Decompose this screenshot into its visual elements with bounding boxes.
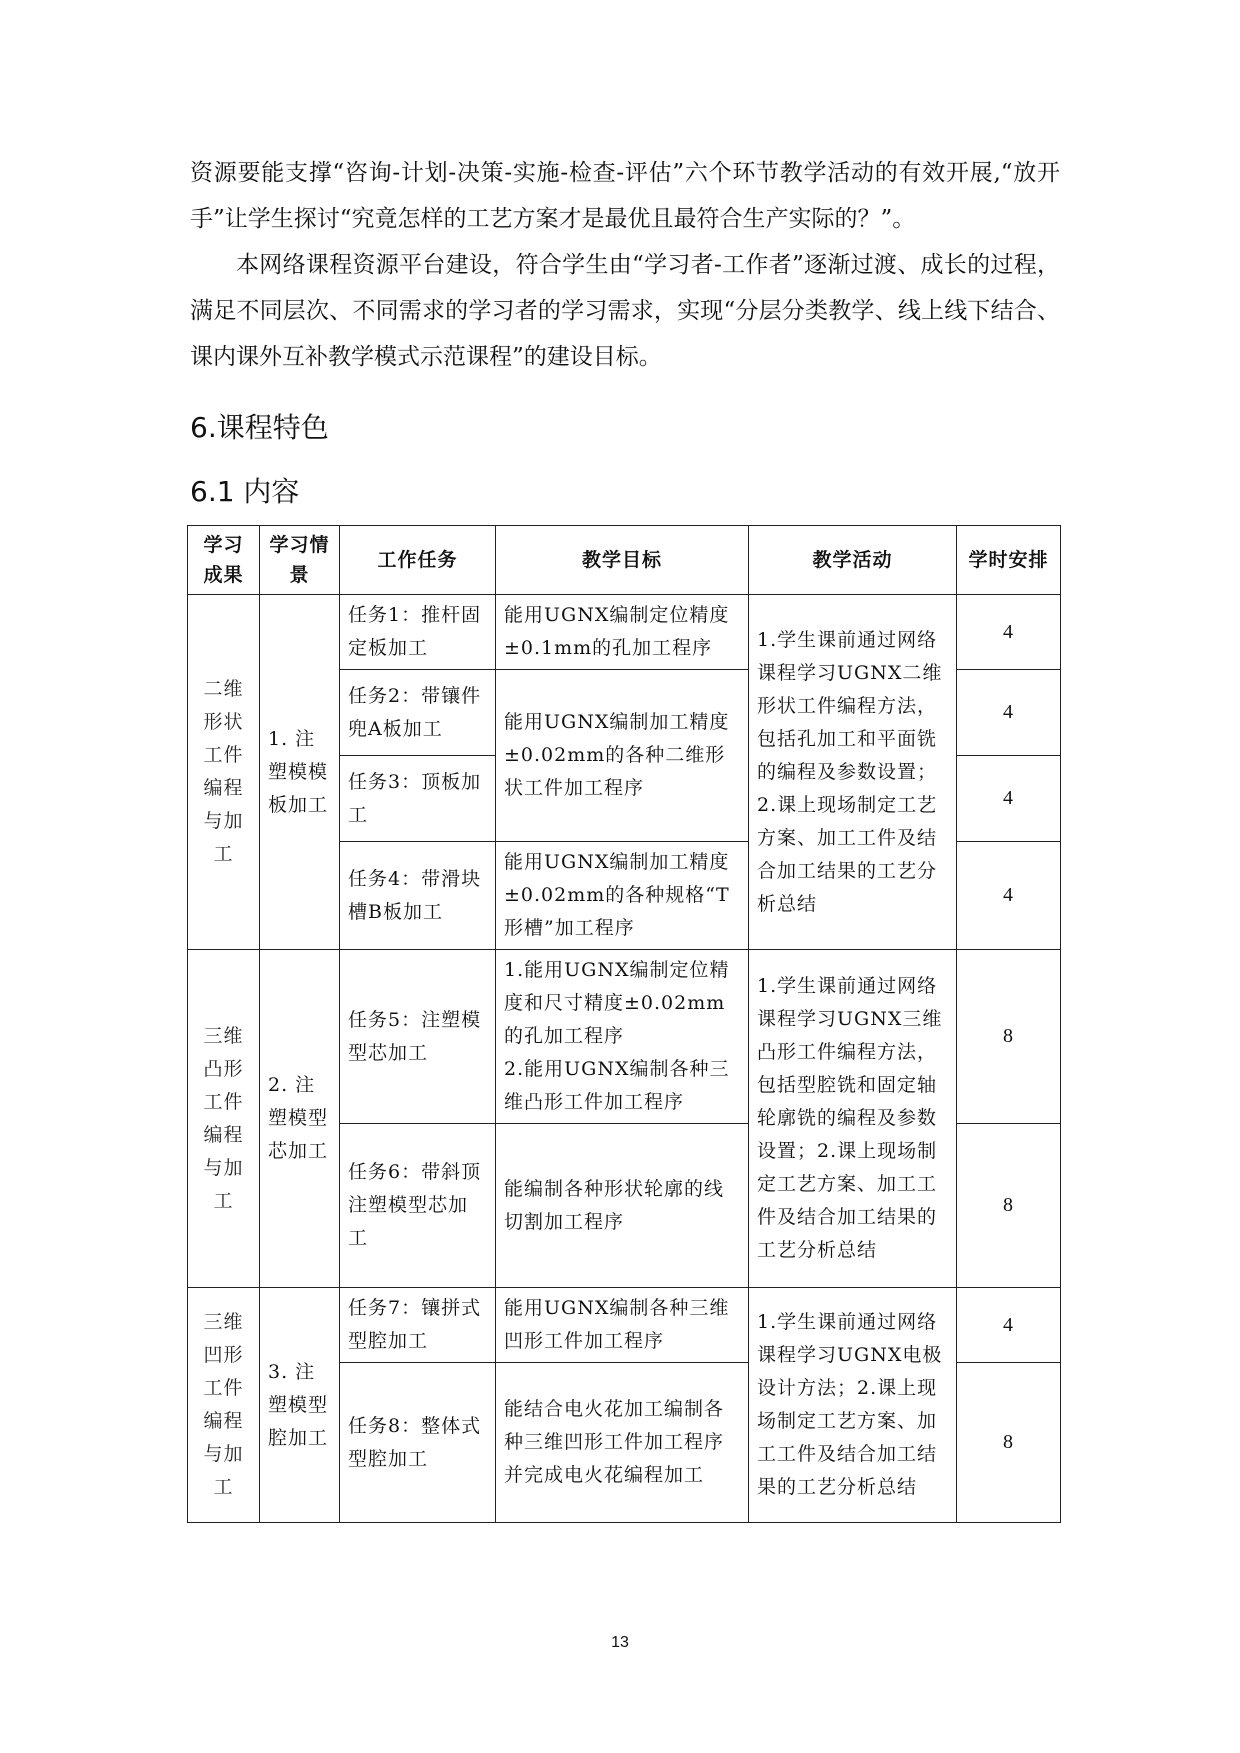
activity-cell: 1.学生课前通过网络课程学习UGNX三维凸形工件编程方法，包括型腔铣和固定轴轮廓铣的编程及参数设置；2.课上现场制定工艺方案、加工工件及结合加工结果的工艺分析总结 — [749, 950, 957, 1288]
hours-cell: 4 — [957, 756, 1061, 842]
hours-cell: 4 — [957, 595, 1061, 670]
task-cell: 任务3：顶板加工 — [340, 756, 496, 842]
goal-cell: 1.能用UGNX编制定位精度和尺寸精度±0.02mm的孔加工程序 2.能用UGNX编制各种三维凸形工件加工程序 — [496, 950, 749, 1124]
hours-cell: 8 — [957, 950, 1061, 1124]
task-cell: 任务6：带斜顶注塑模型芯加工 — [340, 1124, 496, 1288]
activity-cell: 1.学生课前通过网络课程学习UGNX电极设计方法；2.课上现场制定工艺方案、加工工件及结合加工结果的工艺分析总结 — [749, 1288, 957, 1523]
task-cell: 任务2：带镶件兜A板加工 — [340, 670, 496, 756]
activity-cell: 1.学生课前通过网络课程学习UGNX二维形状工件编程方法，包括孔加工和平面铣的编程及参数设置；2.课上现场制定工艺方案、加工工件及结合加工结果的工艺分析总结 — [749, 595, 957, 950]
section-heading-6-1: 6.1 内容 — [190, 475, 300, 508]
goal-cell: 能用UGNX编制加工精度±0.02mm的各种二维形状工件加工程序 — [496, 670, 749, 842]
section-heading-6: 6.课程特色 — [190, 411, 329, 444]
goal-cell: 能用UGNX编制加工精度±0.02mm的各种规格“T形槽”加工程序 — [496, 842, 749, 950]
hours-cell: 4 — [957, 842, 1061, 950]
header-outcome: 学习成果 — [188, 526, 260, 595]
page-number: 13 — [611, 1634, 629, 1651]
situation-cell: 3. 注塑模型腔加工 — [260, 1288, 340, 1523]
header-task: 工作任务 — [340, 526, 496, 595]
hours-cell: 8 — [957, 1124, 1061, 1288]
situation-cell: 1. 注塑模模板加工 — [260, 595, 340, 950]
hours-cell: 8 — [957, 1363, 1061, 1523]
paragraph-1: 资源要能支撑“咨询-计划-决策-实施-检查-评估”六个环节教学活动的有效开展,“放开手”让学生探讨“究竟怎样的工艺方案才是最优且最符合生产实际的？”。 — [190, 160, 1060, 232]
table-row — [188, 1288, 1061, 1363]
hours-cell: 4 — [957, 1288, 1061, 1363]
outcome-cell: 二维形状工件编程与加工 — [188, 595, 260, 950]
outcome-cell: 三维凸形工件编程与加工 — [188, 950, 260, 1288]
paragraph-2: 本网络课程资源平台建设，符合学生由“学习者-工作者”逐渐过渡、成长的过程，满足不同层次、不同需求的学习者的学习需求，实现“分层分类教学、线上线下结合、课内课外互补教学模式示范课程”的建设目标。 — [190, 252, 1060, 370]
table-header-row — [188, 526, 1061, 595]
task-cell: 任务4：带滑块槽B板加工 — [340, 842, 496, 950]
header-goal: 教学目标 — [496, 526, 749, 595]
task-cell: 任务5：注塑模型芯加工 — [340, 950, 496, 1124]
header-activity: 教学活动 — [749, 526, 957, 595]
task-cell: 任务1：推杆固定板加工 — [340, 595, 496, 670]
outcome-cell: 三维凹形工件编程与加工 — [188, 1288, 260, 1523]
task-cell: 任务7：镶拼式型腔加工 — [340, 1288, 496, 1363]
hours-cell: 4 — [957, 670, 1061, 756]
header-situation: 学习情景 — [260, 526, 340, 595]
course-content-table — [187, 525, 1061, 1523]
goal-cell: 能结合电火花加工编制各种三维凹形工件加工程序并完成电火花编程加工 — [496, 1363, 749, 1523]
table-row — [188, 595, 1061, 670]
task-cell: 任务8：整体式型腔加工 — [340, 1363, 496, 1523]
goal-cell: 能用UGNX编制各种三维凹形工件加工程序 — [496, 1288, 749, 1363]
goal-cell: 能编制各种形状轮廓的线切割加工程序 — [496, 1124, 749, 1288]
goal-cell: 能用UGNX编制定位精度±0.1mm的孔加工程序 — [496, 595, 749, 670]
table-row — [188, 950, 1061, 1124]
situation-cell: 2. 注塑模型芯加工 — [260, 950, 340, 1288]
header-hours: 学时安排 — [957, 526, 1061, 595]
